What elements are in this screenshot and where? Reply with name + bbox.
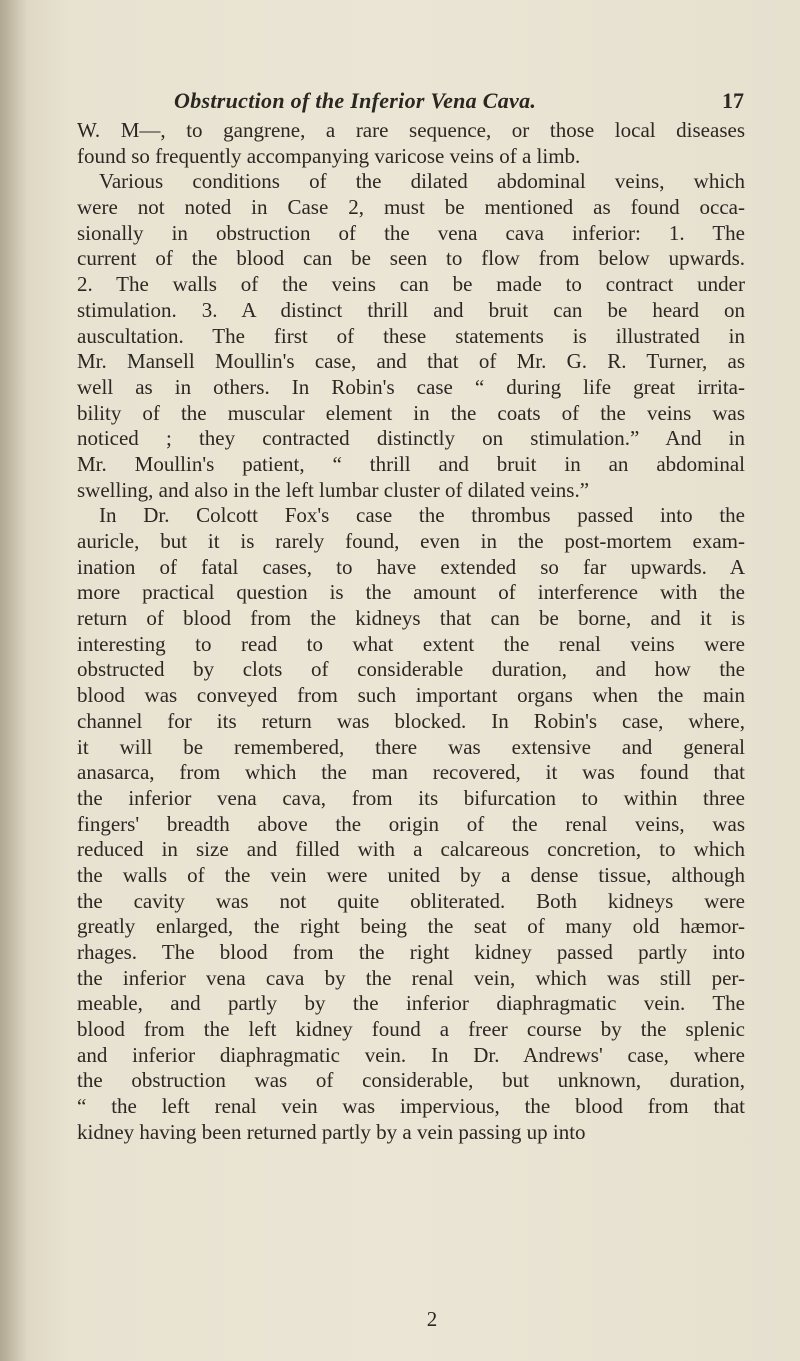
text-line: greatly enlarged, the right being the seat of many old hæmor- xyxy=(77,914,745,939)
text-line: rhages. The blood from the right kidney passed partly into xyxy=(77,940,745,964)
text-line: the inferior vena cava, from its bifurcation to within three xyxy=(77,785,745,810)
text-line: In Dr. Colcott Fox's case the thrombus passed into the xyxy=(99,503,745,528)
text-line: auscultation. The first of these statements is illustrated in xyxy=(77,323,745,348)
text-line: current of the blood can be seen to flow from below upwards. xyxy=(77,246,745,271)
text-line: kidney having been returned partly by a vein passing up into xyxy=(77,1119,586,1144)
text-line: ination of fatal cases, to have extended so far upwards. A xyxy=(77,554,745,579)
signature-mark: 2 xyxy=(426,1307,438,1331)
text-line: obstructed by clots of considerable duration, and how the xyxy=(77,657,745,682)
text-line: noticed ; they contracted distinctly on stimulation.” And in xyxy=(77,426,745,451)
text-line: bility of the muscular element in the coats of the veins was xyxy=(77,400,745,425)
text-line: sionally in obstruction of the vena cava inferior: 1. The xyxy=(77,220,745,245)
text-line: blood was conveyed from such important organs when the main xyxy=(77,683,745,708)
text-line: and inferior diaphragmatic vein. In Dr. Andrews' case, where xyxy=(77,1042,745,1067)
page-number: 17 xyxy=(722,88,744,113)
running-title: Obstruction of the Inferior Vena Cava. xyxy=(174,88,537,113)
text-line: “ the left renal vein was impervious, the blood from that xyxy=(77,1094,745,1119)
text-line: stimulation. 3. A distinct thrill and bruit can be heard on xyxy=(77,297,745,322)
text-line: 2. The walls of the veins can be made to contract under xyxy=(77,272,745,297)
text-line: swelling, and also in the left lumbar cluster of dilated veins.” xyxy=(77,477,590,502)
text-line: fingers' breadth above the origin of the renal veins, was xyxy=(77,811,745,836)
text-line: reduced in size and filled with a calcareous concretion, to which xyxy=(77,837,745,862)
text-line: interesting to read to what extent the renal veins were xyxy=(77,631,745,656)
text-line: well as in others. In Robin's case “ during life great irrita- xyxy=(77,374,745,399)
binding-shadow xyxy=(0,0,28,1361)
text-line: the walls of the vein were united by a dense tissue, although xyxy=(77,862,745,887)
text-line: the inferior vena cava by the renal vein, which was still per- xyxy=(77,965,745,990)
text-line: it will be remembered, there was extensive and general xyxy=(77,734,745,759)
text-line: the cavity was not quite obliterated. Both kidneys were xyxy=(77,888,745,913)
text-line: the obstruction was of considerable, but unknown, duration, xyxy=(77,1068,745,1093)
text-line: auricle, but it is rarely found, even in the post-mortem exam- xyxy=(77,529,745,553)
text-line: anasarca, from which the man recovered, it was found that xyxy=(77,760,745,785)
body-text xyxy=(77,118,745,1331)
text-line: Mr. Moullin's patient, “ thrill and bruit in an abdominal xyxy=(77,451,745,476)
text-line: W. M—, to gangrene, a rare sequence, or those local diseases xyxy=(77,118,745,142)
text-line: Mr. Mansell Moullin's case, and that of Mr. G. R. Turner, as xyxy=(77,349,745,374)
text-line: meable, and partly by the inferior diaphragmatic vein. The xyxy=(77,991,745,1016)
text-line: return of blood from the kidneys that can be borne, and it is xyxy=(77,606,745,631)
text-line: channel for its return was blocked. In Robin's case, where, xyxy=(77,708,745,733)
text-line: more practical question is the amount of interference with the xyxy=(77,580,745,605)
text-line: found so frequently accompanying varicose veins of a limb. xyxy=(77,143,581,168)
text-line: blood from the left kidney found a freer course by the splenic xyxy=(77,1017,745,1042)
running-header xyxy=(174,88,744,118)
text-line: were not noted in Case 2, must be mentioned as found occa- xyxy=(77,195,745,220)
text-line: Various conditions of the dilated abdominal veins, which xyxy=(99,169,745,194)
